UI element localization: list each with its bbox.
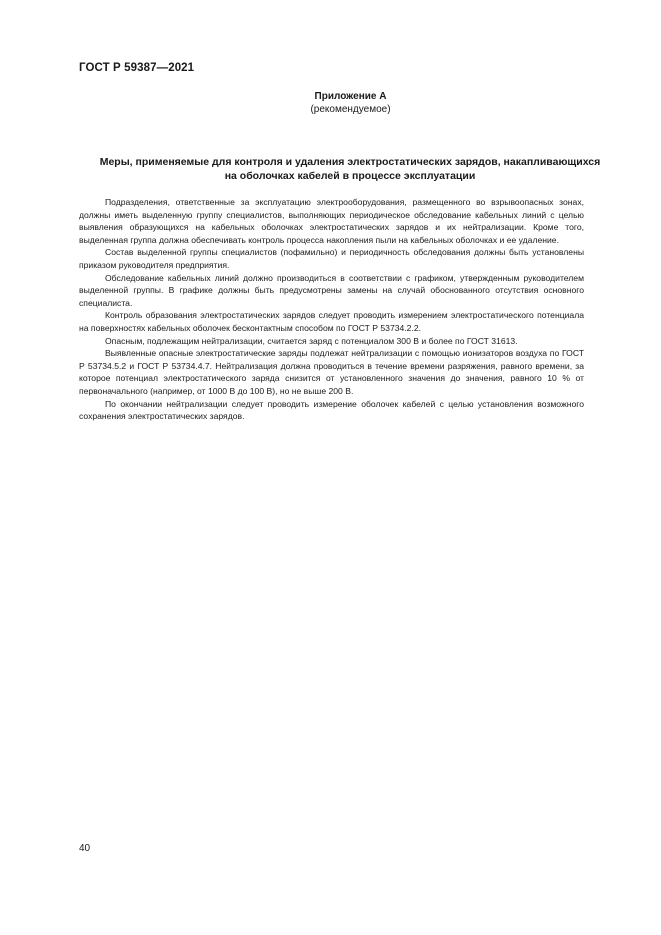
paragraph: По окончании нейтрализации следует проводить измерение оболочек кабелей с целью установления возможного сохранения электростатических зарядов.	[79, 398, 584, 422]
paragraph: Контроль образования электростатических зарядов следует проводить измерением электростатического потенциала на поверхностях кабельных оболочек бесконтактным способом по ГОСТ Р 53734.2.2.	[79, 310, 584, 333]
section-title-line-1: Меры, применяемые для контроля и удаления электростатических зарядов, накапливающихся	[99, 156, 601, 168]
paragraph: Обследование кабельных линий должно производиться в соответствии с графиком, утвержденным руководителем выделенной группы. В графике должны быть предусмотрены замены на случай обоснованного отсутствия основного специалиста.	[79, 272, 584, 308]
page-number: 40	[79, 843, 91, 854]
standard-code: ГОСТ Р 59387—2021	[79, 62, 195, 74]
paragraph: Подразделения, ответственные за эксплуатацию электрооборудования, размещенного во взрывоопасных зонах, должны иметь выделенную группу специалистов, выполняющих периодическое обследование кабельных линий с целью выявления образующихся на кабельных оболочках электростатических зарядов и их нейтрализации. Кроме того, выделенная группа должна обеспечивать контроль процесса накопления пыли на кабельных оболочках и ее удаление.	[79, 197, 584, 245]
paragraph: Выявленные опасные электростатические заряды подлежат нейтрализации с помощью ионизаторов воздуха по ГОСТ Р 53734.5.2 и ГОСТ Р 53734.4.7. Нейтрализация должна проводиться в течение времени разряжения, равного времени, за которое потенциал электростатического заряда снизится от установленного значения до значения, равного 10 % от первоначального (например, от 1000 В до 100 В), но не выше 200 В.	[79, 348, 584, 396]
appendix-status: (рекомендуемое)	[310, 104, 391, 115]
section-title	[70, 155, 630, 183]
paragraph: Опасным, подлежащим нейтрализации, считается заряд с потенциалом 300 В и более по ГОСТ 31613.	[105, 335, 518, 346]
body-text	[79, 196, 584, 423]
paragraph: Состав выделенной группы специалистов (пофамильно) и периодичность обследования должны быть установлены приказом руководителя предприятия.	[79, 247, 584, 270]
appendix-title: Приложение А	[314, 91, 387, 102]
section-title-line-2: на оболочках кабелей в процессе эксплуатации	[224, 170, 476, 182]
